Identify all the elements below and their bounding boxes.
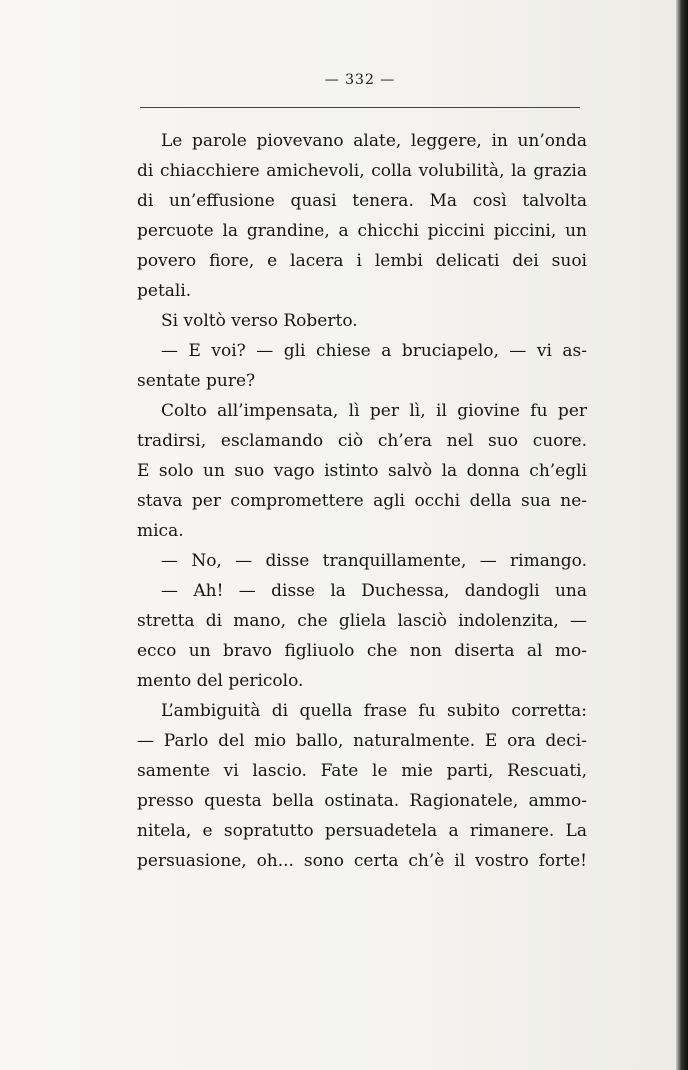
text-line: di chiacchiere amichevoli, colla volubilità, la grazia	[137, 161, 587, 181]
text-line: povero fiore, e lacera i lembi delicati dei suoi	[137, 251, 587, 271]
text-line: Si voltò verso Roberto.	[161, 311, 358, 331]
text-line: stava per compromettere agli occhi della sua ne-	[137, 491, 587, 511]
text-line: E solo un suo vago istinto salvò la donna ch’egli	[137, 461, 587, 481]
text-line: samente vi lascio. Fate le mie parti, Rescuati,	[137, 761, 587, 781]
text-line: ecco un bravo figliuolo che non diserta al mo-	[137, 641, 587, 661]
text-line: mento del pericolo.	[137, 671, 304, 691]
text-line: petali.	[137, 281, 192, 301]
text-line: tradirsi, esclamando ciò ch’era nel suo cuore.	[137, 431, 587, 451]
text-line: — No, — disse tranquillamente, — rimango.	[161, 551, 587, 571]
text-line: presso questa bella ostinata. Ragionatele, ammo-	[137, 791, 587, 811]
text-line: stretta di mano, che gliela lasciò indolenzita, —	[137, 611, 587, 631]
text-line: Colto all’impensata, lì per lì, il giovine fu per	[161, 401, 587, 421]
text-line: Le parole piovevano alate, leggere, in un’onda	[161, 131, 587, 151]
text-line: — Parlo del mio ballo, naturalmente. E ora deci-	[137, 731, 587, 751]
text-line: percuote la grandine, a chicchi piccini piccini, un	[137, 221, 587, 241]
text-line: nitela, e sopratutto persuadetela a rimanere. La	[137, 821, 587, 841]
body-text	[137, 126, 587, 876]
text-line: sentate pure?	[137, 371, 256, 391]
text-line: persuasione, oh... sono certa ch’è il vostro forte!	[137, 851, 587, 871]
page-number: — 332 —	[324, 72, 396, 88]
text-line: — Ah! — disse la Duchessa, dandogli una	[161, 581, 587, 601]
text-line: mica.	[137, 521, 184, 541]
text-line: di un’effusione quasi tenera. Ma così talvolta	[137, 191, 587, 211]
text-line: — E voi? — gli chiese a bruciapelo, — vi as-	[161, 341, 587, 361]
book-spine-edge	[676, 0, 688, 1070]
header-rule	[140, 107, 580, 108]
text-line: L’ambiguità di quella frase fu subito corretta:	[161, 701, 587, 721]
